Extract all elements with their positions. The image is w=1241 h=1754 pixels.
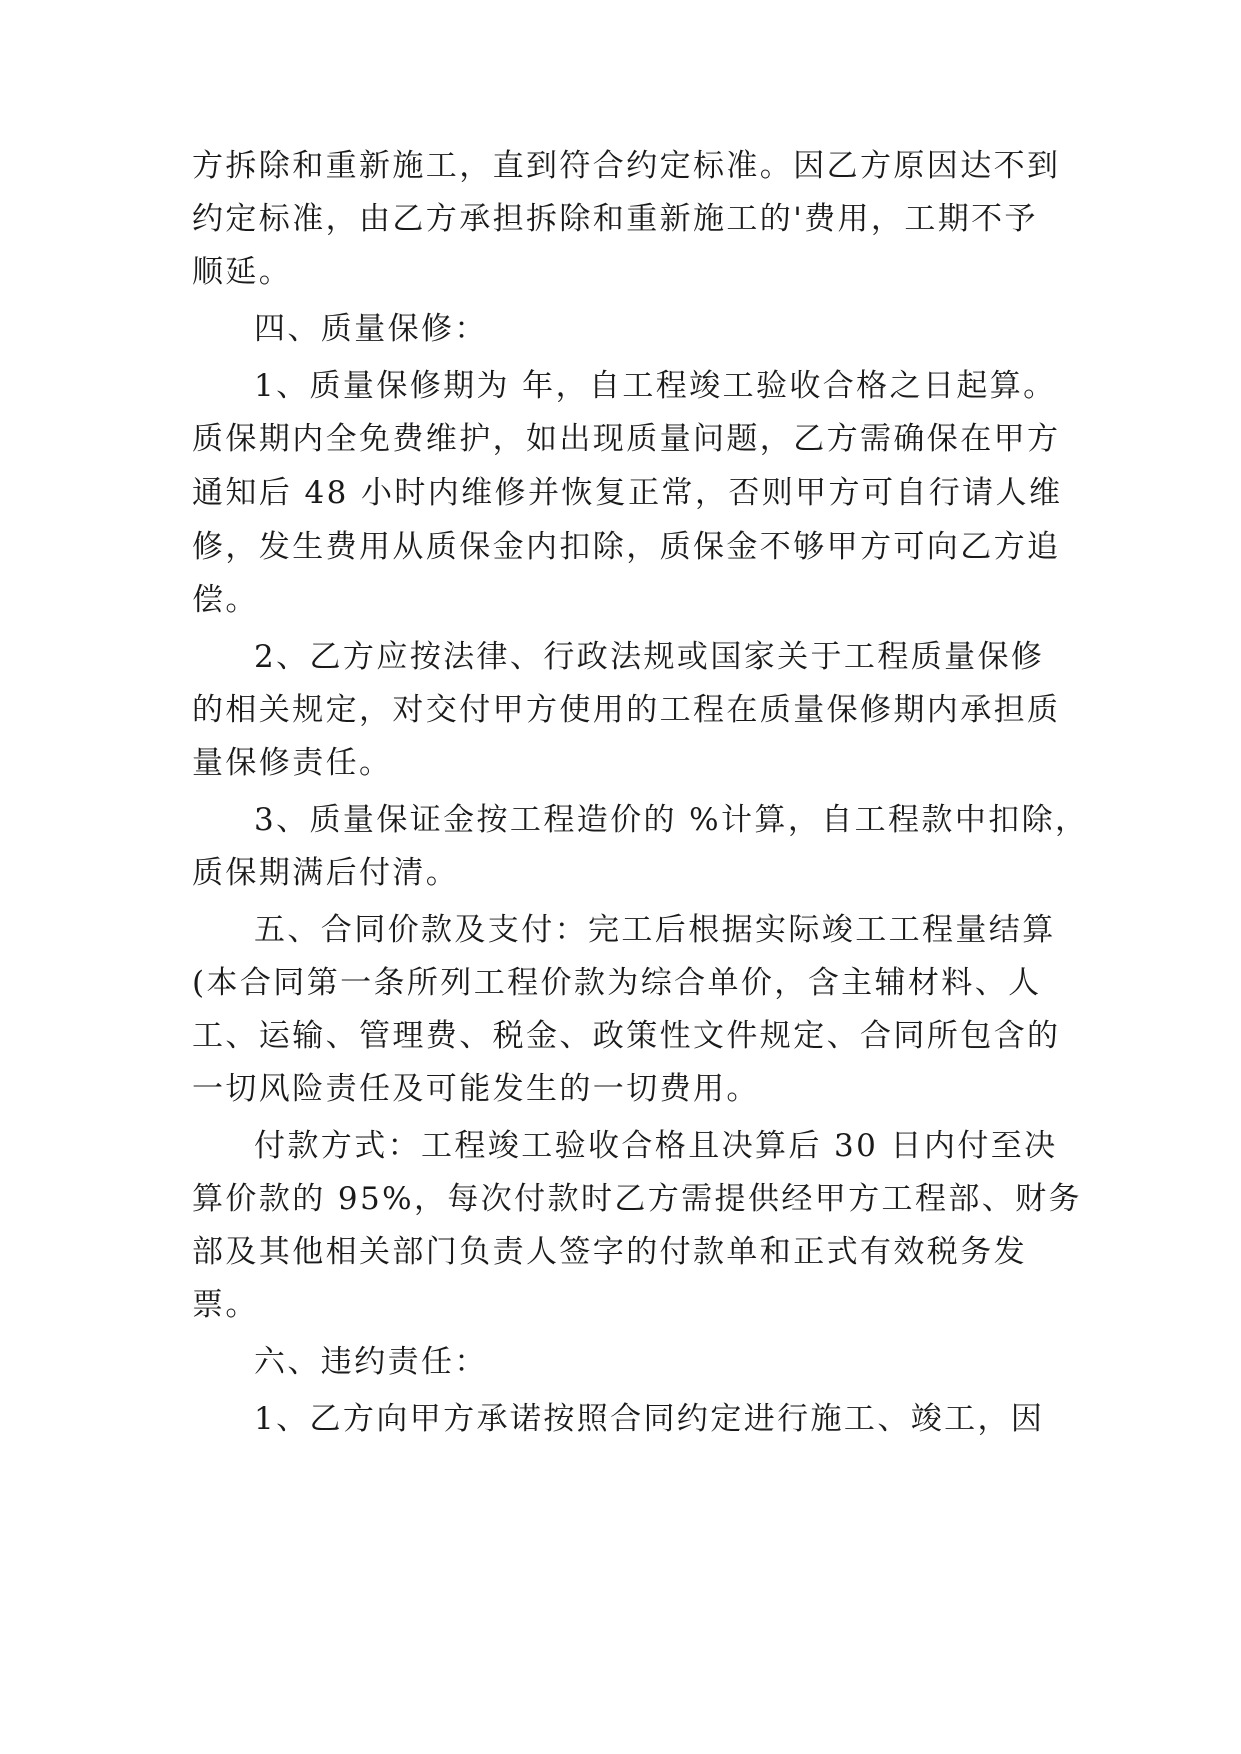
text-line: 量保修责任。 [192,745,393,781]
text-line: 3、质量保证金按工程造价的 %计算，自工程款中扣除， [254,802,1089,838]
text-line: 修，发生费用从质保金内扣除，质保金不够甲方可向乙方追 [192,529,1061,565]
text-line: 2、乙方应按法律、行政法规或国家关于工程质量保修 [254,639,1045,675]
section-heading: 六、违约责任： [254,1344,488,1380]
section-heading: 五、合同价款及支付：完工后根据实际竣工工程量结算 [254,912,1056,948]
text-line: 通知后 48 小时内维修并恢复正常，否则甲方可自行请人维 [192,475,1063,511]
text-line: 一切风险责任及可能发生的一切费用。 [192,1071,760,1107]
text-line: 1、质量保修期为 年，自工程竣工验收合格之日起算。 [254,368,1057,404]
text-line: 方拆除和重新施工，直到符合约定标准。因乙方原因达不到 [192,148,1061,184]
text-line: 约定标准，由乙方承担拆除和重新施工的'费用，工期不予 [192,201,1038,237]
text-line: 顺延。 [192,254,293,290]
text-line: 质保期内全免费维护，如出现质量问题，乙方需确保在甲方 [192,421,1061,457]
text-line: 部及其他相关部门负责人签字的付款单和正式有效税务发 [192,1234,1027,1270]
text-line: 1、乙方向甲方承诺按照合同约定进行施工、竣工，因 [254,1401,1045,1437]
text-line: 偿。 [192,582,259,618]
text-line: 付款方式：工程竣工验收合格且决算后 30 日内付至决 [254,1128,1058,1164]
text-line: 的相关规定，对交付甲方使用的工程在质量保修期内承担质 [192,692,1061,728]
text-line: 算价款的 95%，每次付款时乙方需提供经甲方工程部、财务 [192,1181,1082,1217]
text-line: (本合同第一条所列工程价款为综合单价，含主辅材料、人 [192,965,1042,1001]
text-line: 工、运输、管理费、税金、政策性文件规定、合同所包含的 [192,1018,1061,1054]
text-line: 票。 [192,1287,259,1323]
text-line: 质保期满后付清。 [192,855,460,891]
section-heading: 四、质量保修： [254,311,488,347]
